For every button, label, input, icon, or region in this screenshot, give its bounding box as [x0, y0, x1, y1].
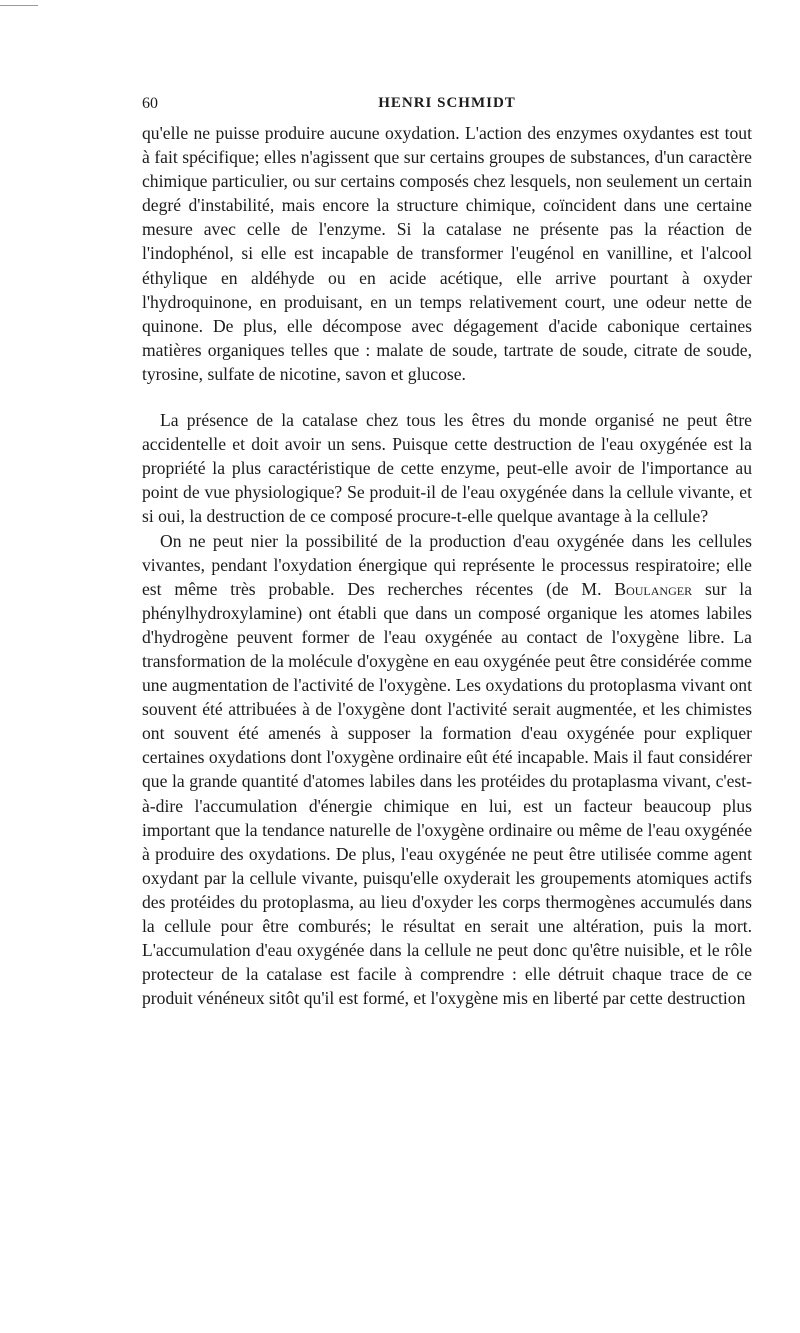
page-number: 60 [142, 95, 158, 112]
paragraph-catalase-presence: La présence de la catalase chez tous les êtres du monde organisé ne peut être accidentelle et doit avoir un sens. Puisque cette destruction de l'eau oxygénée est la propriété la plus caractéristique de cette enzyme, peut-elle avoir de l'importance au point de vue physiologique? Se produit-il de l'eau oxygénée dans la cellule vivante, et si oui, la destruction de ce composé procure-t-elle quelque avantage à la cellule? [142, 410, 752, 527]
body-text [142, 121, 752, 1010]
scan-edge-mark [0, 5, 38, 6]
book-page [142, 95, 752, 1010]
running-title: HENRI SCHMIDT [378, 95, 516, 111]
paragraph-oxygenated-water [142, 529, 752, 1011]
paragraph-text-part: sur la phénylhydroxylamine) ont établi que dans un composé organique les atomes labiles d'hydrogène peuvent former de l'eau oxygénée au contact de l'oxygène libre. La transformation de la molécule d'oxygène en eau oxygénée peut être considérée comme une augmentation de l'activité de l'oxygène. Les oxydations du protoplasma vivant ont souvent été attribuées à de l'oxygène dont l'activité serait augmentée, et les chimistes ont souvent été amenés à supposer la formation d'eau oxygénée pour expliquer certaines oxydations dont l'oxygène ordinaire eût été incapable. Mais il faut considérer que la grande quantité d'atomes labiles dans les protéides du protaplasma vivant, c'est-à-dire l'accumulation d'énergie chimique en lui, est un facteur beaucoup plus important que la tendance naturelle de l'oxygène ordinaire ou même de l'eau oxygénée à produire des oxydations. De plus, l'eau oxygénée ne peut être utilisée comme agent oxydant par la cellule vivante, puisqu'elle oxyderait les groupements atomiques actifs des protéides du protoplasma, au lieu d'oxyder les corps thermogènes accumulés dans la cellule pour être comburés; le résultat en serait une altération, puis la mort. L'accumulation d'eau oxygénée dans la cellule ne peut donc qu'être nuisible, et le rôle protecteur de la catalase est facile à comprendre : elle détruit chaque trace de ce produit vénéneux sitôt qu'il est formé, et l'oxygène mis en liberté par cette destruction [142, 578, 753, 1009]
paragraph-text-part: On ne peut nier la possibilité de la production d'eau oxygénée dans les cellules vivantes, pendant l'oxydation énergique qui représente le processus respiratoire; elle est même très probable. Des recherches récentes (de M. [142, 530, 752, 599]
running-head [142, 95, 752, 121]
author-name: Boulanger [614, 578, 693, 599]
paragraph-continued: qu'elle ne puisse produire aucune oxydation. L'action des enzymes oxydantes est tout à fait spécifique; elles n'agissent que sur certains groupes de substances, d'un caractère chimique particulier, ou sur certains composés chez lesquels, non seulement un certain degré d'instabilité, mais encore la structure chimique, coïncident dans une certaine mesure avec celle de l'enzyme. Si la catalase ne présente pas la réaction de l'indophénol, si elle est incapable de transformer l'eugénol en vanilline, et l'alcool éthylique en aldéhyde ou en acide acétique, elle arrive pourtant à oxyder l'hydroquinone, en produisant, en un temps relativement court, une odeur nette de quinone. De plus, elle décompose avec dégagement d'acide cabonique certaines matières organiques telles que : malate de soude, tartrate de soude, citrate de soude, tyrosine, sulfate de nicotine, savon et glucose. [142, 123, 752, 384]
